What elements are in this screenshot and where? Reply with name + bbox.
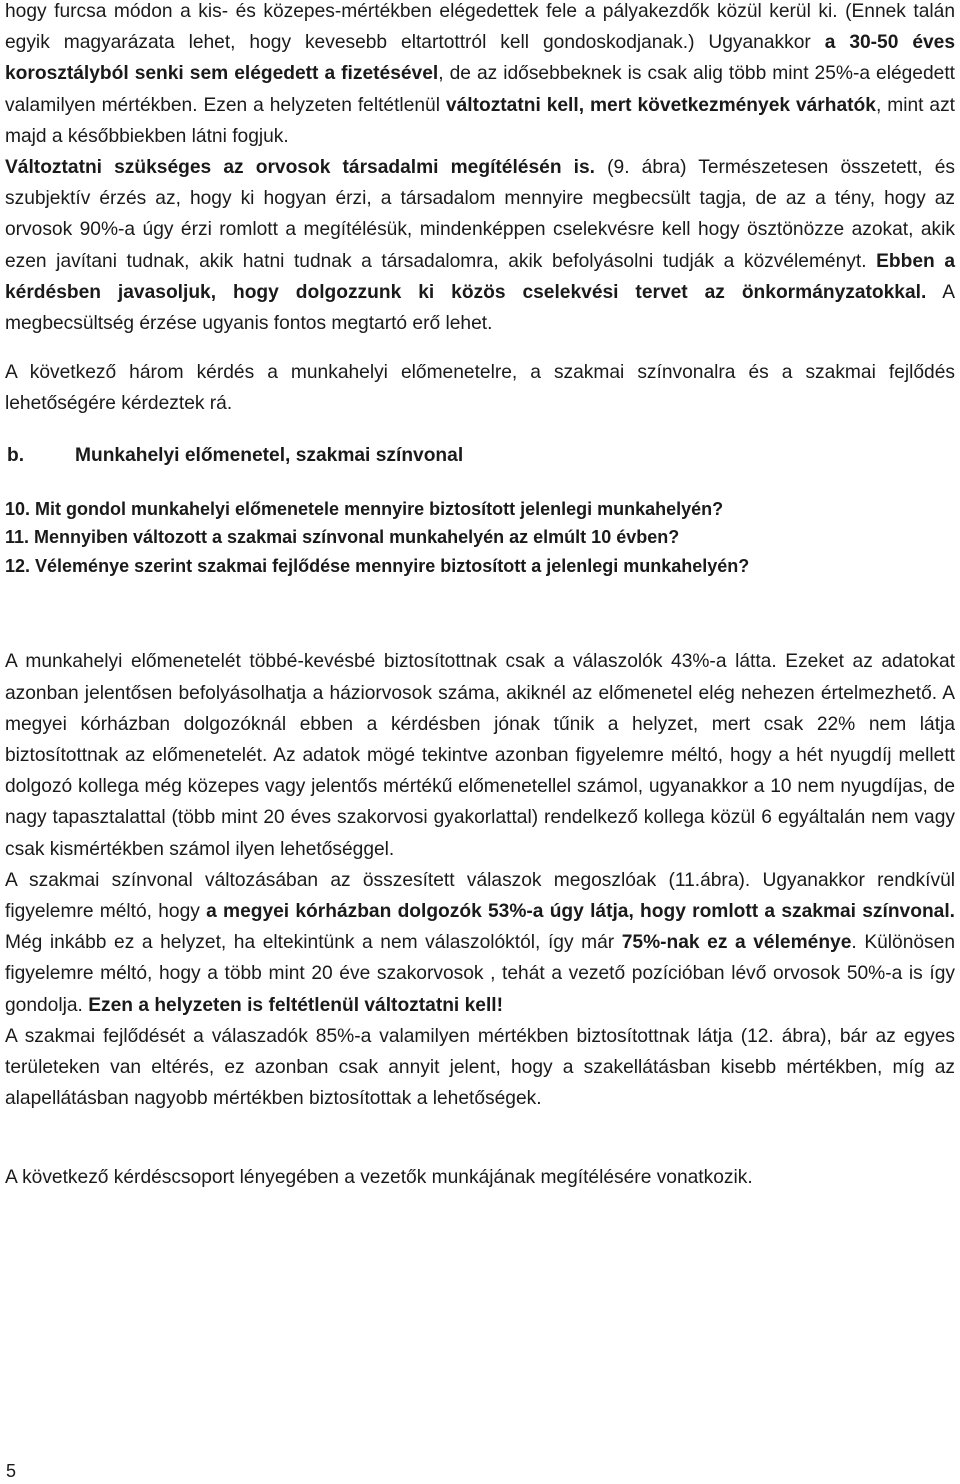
bold-emphasis: a 30-50 éves korosztályból senki sem elégedett a fizetésével — [5, 32, 956, 85]
text-span: , de az idősebbeknek is csak alig több mint 25%-a elégedett valamilyen mértékben. Ezen a helyzeten feltétlenül — [5, 63, 955, 116]
paragraph-professional-standard — [5, 865, 955, 1021]
paragraph-intro-questions: A következő három kérdés a munkahelyi előmenetelre, a szakmai színvonalra és a szakmai fejlődés lehetőségére kérdeztek rá. — [5, 362, 955, 415]
question-item: 12. Véleménye szerint szakmai fejlődése mennyire biztosított a jelenlegi munkahelyén? — [5, 555, 750, 576]
text-span: A szakmai színvonal változásában az összesített válaszok megoszlóak (11.ábra). Ugyanakkor rendkívül figyelemre méltó, hogy — [5, 869, 955, 922]
document-page — [5, 0, 955, 1194]
section-heading — [5, 440, 955, 471]
bold-emphasis: a megyei kórházban dolgozók 53%-a úgy látja, hogy romlott a szakmai színvonal. — [206, 900, 956, 922]
text-span: hogy furcsa módon a kis- és közepes-mértékben elégedettek fele a pályakezdők közül kerül ki. (Ennek talán egyik magyarázata lehet, hogy kevesebb eltartottról kell gondoskodjanak.) Ugyanakkor — [5, 1, 955, 54]
paragraph-next-section-intro: A következő kérdéscsoport lényegében a vezetők munkájának megítélésére vonatkozik. — [5, 1167, 753, 1189]
section-title: Munkahelyi előmenetel, szakmai színvonal — [75, 444, 464, 466]
question-list — [5, 495, 955, 581]
page-number: 5 — [6, 1461, 17, 1481]
bold-emphasis: Változtatni szükséges az orvosok társadalmi megítélésén is. — [5, 157, 596, 179]
question-item: 11. Mennyiben változott a szakmai színvonal munkahelyén az elmúlt 10 évben? — [5, 527, 680, 548]
text-span: Még inkább ez a helyzet, ha eltekintünk a nem válaszolóktól, így már — [5, 932, 622, 954]
text-span: , mint azt majd a későbbiekben látni fogjuk. — [5, 94, 955, 147]
text-span: . Különösen figyelemre méltó, hogy a több mint 20 éve szakorvosok , tehát a vezető pozícióban lévő orvosok 50%-a is így gondolja. — [5, 932, 955, 1016]
bold-emphasis: Ezen a helyzeten is feltétlenül változtatni kell! — [88, 994, 503, 1016]
bold-emphasis: Ebben a kérdésben javasoljuk, hogy dolgozzunk ki közös cselekvési tervet az önkormányzatokkal. — [5, 250, 955, 303]
bold-emphasis: 75%-nak ez a véleménye — [621, 932, 852, 954]
text-span: (9. ábra) Természetesen összetett, és szubjektív érzés az, hogy ki hogyan érzi, a társadalom mennyire megbecsült tagja, de az a tény, hogy az orvosok 90%-a úgy érzi romlott a megítélésük, mindenképpen cselekvésre kell hogy ösztönözze azokat, akik ezen javítani tudnak, akik hatni tudnak a társadalomra, akik befolyásolni tudják a közvéleményt. — [5, 157, 956, 272]
question-item: 10. Mit gondol munkahelyi előmenetele mennyire biztosított jelenlegi munkahelyén? — [5, 498, 724, 519]
text-span: A megbecsültség érzése ugyanis fontos megtartó erő lehet. — [5, 281, 955, 335]
paragraph-career-progress: A munkahelyi előmenetelét többé-kevésbé biztosítottnak csak a válaszolók 43%-a látta. Ezeket az adatokat azonban jelentősen befolyásolhatja a háziorvosok száma, akiknél az előmenetel elég nehezen értelmezhető. A megyei kórházban dolgozóknál ebben a kérdésben jónak tűnik a helyzet, mert csak 22% nem látja biztosítottnak az előmenetelét. Az adatok mögé tekintve azonban figyelemre méltó, hogy a hét nyugdíj mellett dolgozó kollega még közepes vagy jelentős mértékű előmenetellel számol, ugyanakkor a 10 nem nyugdíjas, de nagy tapasztalattal (több mint 20 éves szakorvosi gyakorlattal) rendelkező kollega közül 6 egyáltalán nem vagy csak kismértékben számol ilyen lehetőséggel. — [5, 651, 955, 860]
paragraph-social-perception — [5, 152, 955, 339]
paragraph-professional-development: A szakmai fejlődését a válaszadók 85%-a valamilyen mértékben biztosítottnak látja (12. ábra), bár az egyes területeken van eltérés, ez azonban csak annyit jelent, hogy a szakellátásban kisebb mértékben, míg az alapellátásban nagyobb mértékben biztosítottak a lehetőségek. — [5, 1025, 955, 1110]
paragraph-salary-satisfaction — [5, 0, 955, 152]
section-letter: b. — [7, 444, 25, 466]
bold-emphasis: változtatni kell, mert következmények várhatók — [445, 94, 876, 116]
